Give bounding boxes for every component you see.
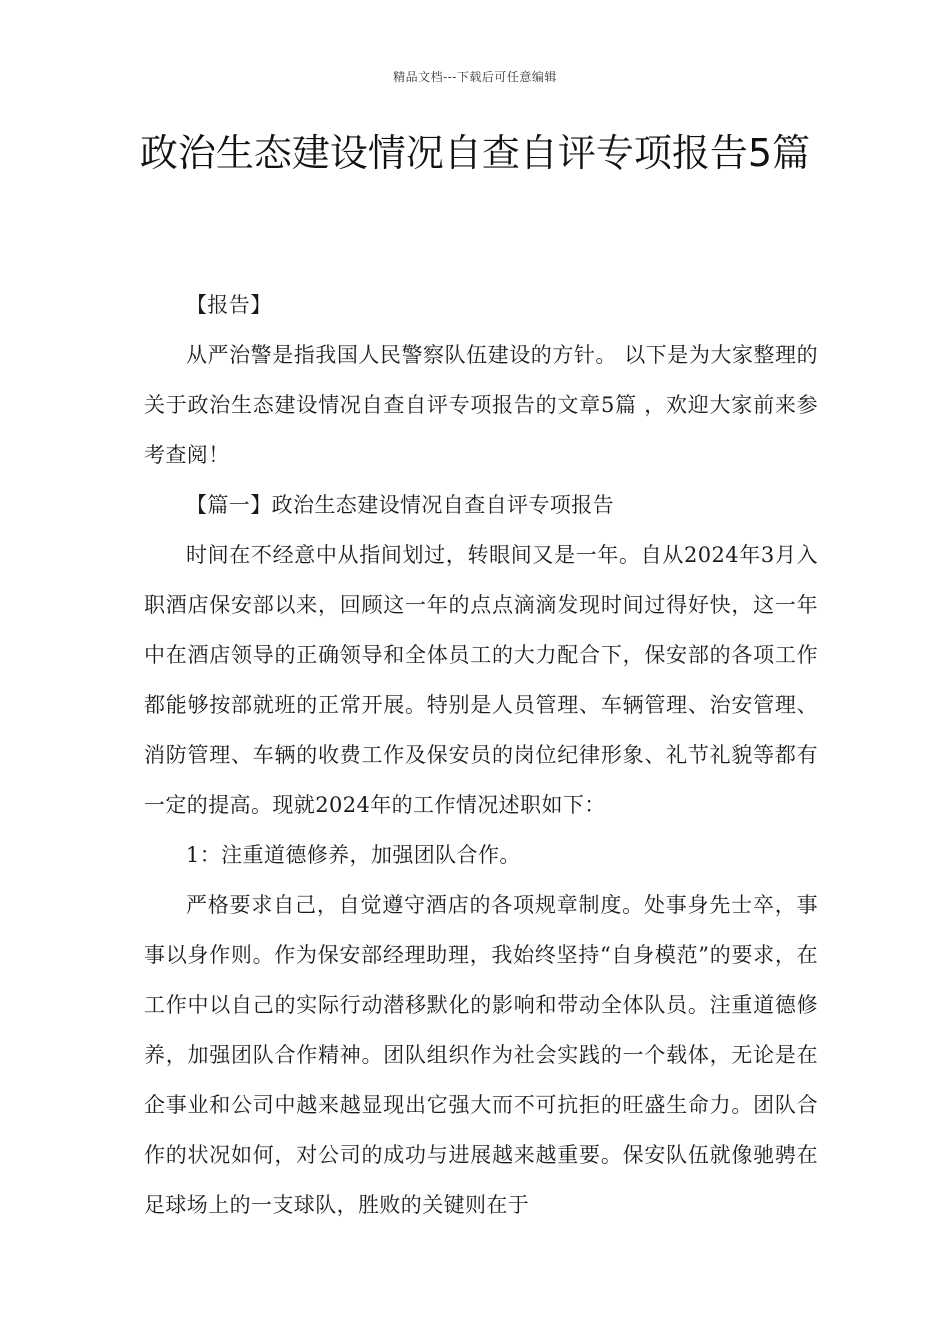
document-title: 政治生态建设情况自查自评专项报告5篇 [139, 131, 811, 175]
section-heading: 【篇一】政治生态建设情况自查自评专项报告 [186, 493, 614, 517]
intro-paragraph: 从严治警是指我国人民警察队伍建设的方针。 以下是为大家整理的关于政治生态建设情况自查自评专项报告的文章5篇 ，欢迎大家前来参考查阅！ [144, 343, 818, 467]
body-paragraph: 时间在不经意中从指间划过，转眼间又是一年。自从2024年3月入职酒店保安部以来，回顾这一年的点点滴滴发现时间过得好快，这一年中在酒店领导的正确领导和全体员工的大力配合下，保安部的各项工作都能够按部就班的正常开展。特别是人员管理、车辆管理、治安管理、消防管理、车辆的收费工作及保安员的岗位纪律形象、礼节礼貌等都有一定的提高。现就2024年的工作情况述职如下： [144, 543, 818, 817]
subheading: 1：注重道德修养，加强团队合作。 [186, 843, 521, 867]
report-tag: 【报告】 [186, 293, 272, 317]
document-body [144, 280, 818, 1230]
header-note: 精品文档---下载后可任意编辑 [393, 70, 557, 84]
body-paragraph: 严格要求自己，自觉遵守酒店的各项规章制度。处事身先士卒，事事以身作则。作为保安部经理助理，我始终坚持“自身模范”的要求，在工作中以自己的实际行动潜移默化的影响和带动全体队员。注重道德修养，加强团队合作精神。团队组织作为社会实践的一个载体，无论是在企事业和公司中越来越显现出它强大而不可抗拒的旺盛生命力。团队合作的状况如何，对公司的成功与进展越来越重要。保安队伍就像驰骋在足球场上的一支球队，胜败的关键则在于 [144, 893, 818, 1217]
